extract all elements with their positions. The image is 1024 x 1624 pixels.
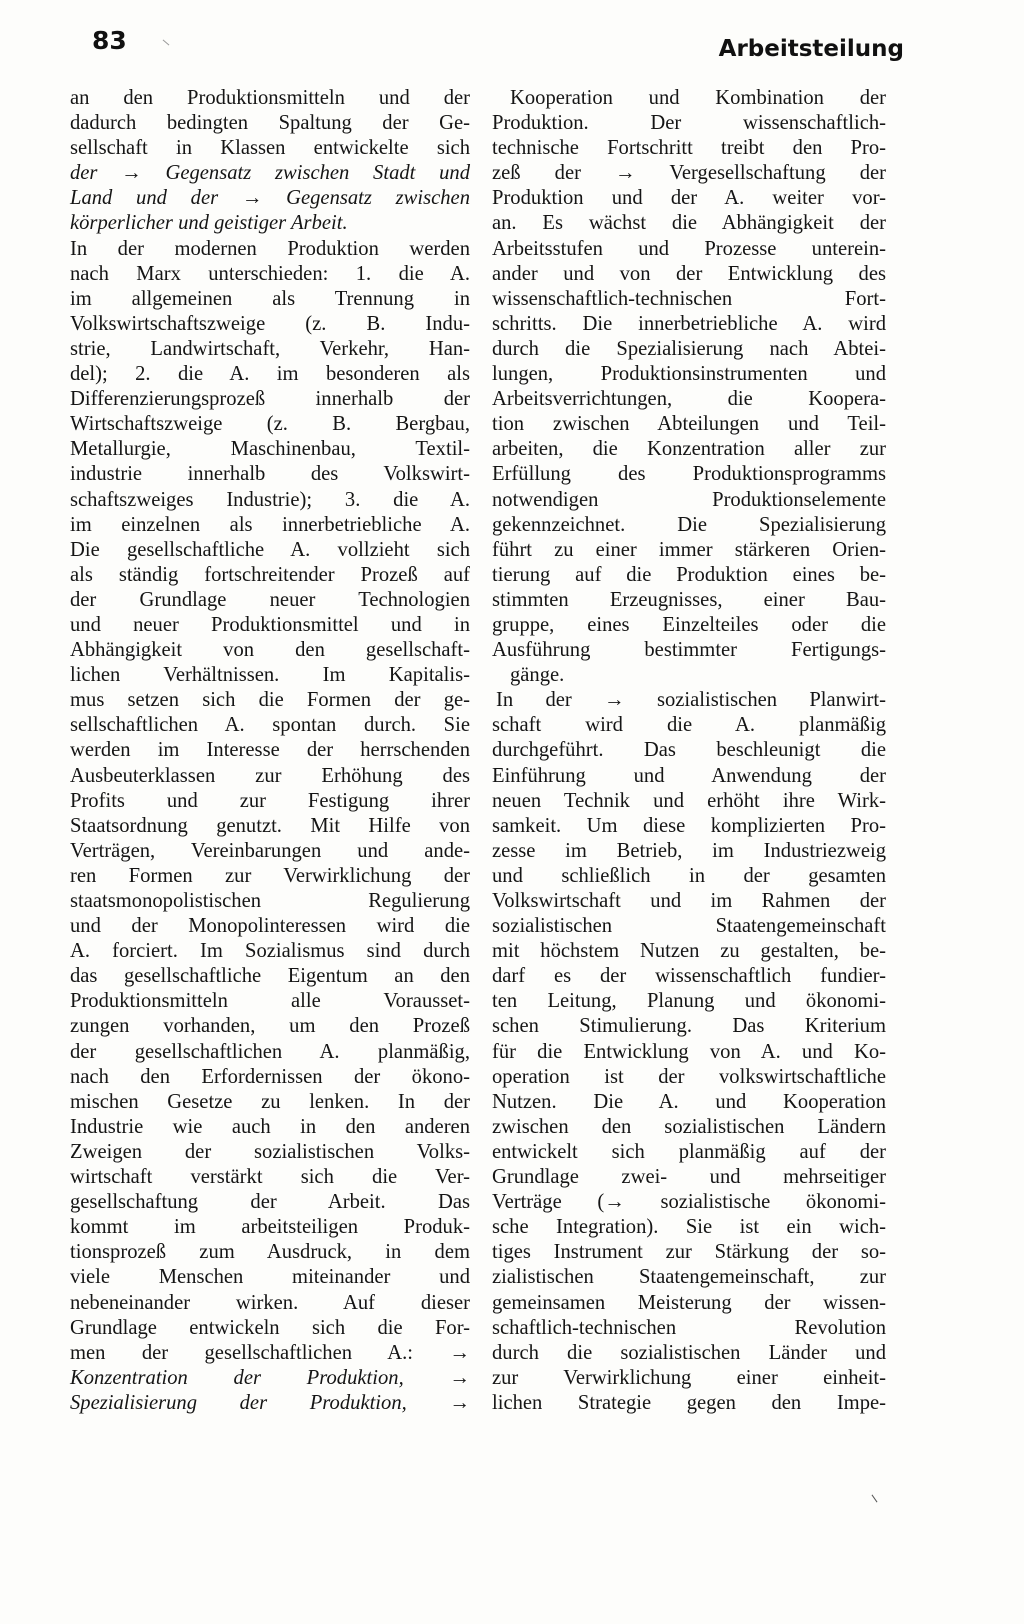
text-line: gemeinsamen Meisterung der wissen- (492, 1291, 886, 1314)
text-line: schaftszweiges Industrie); 3. die A. (70, 488, 470, 511)
text-line: ander und von der Entwicklung des (492, 262, 886, 285)
text-line: Konzentration der Produktion, → (70, 1366, 470, 1389)
text-line: wirtschaft verstärkt sich die Ver- (70, 1166, 470, 1189)
text-line: Abhängigkeit von den gesellschaft- (70, 639, 470, 662)
text-line: gekennzeichnet. Die Spezialisierung (492, 513, 886, 536)
text-line: kommt im arbeitsteiligen Produk- (70, 1216, 470, 1239)
text-line: schaftlich-technischen Revolution (492, 1316, 886, 1339)
text-line: lichen Verhältnissen. Im Kapitalis- (70, 664, 470, 687)
text-line: zesse im Betrieb, im Industriezweig (492, 839, 886, 862)
text-line: Grundlage entwickeln sich die For- (70, 1316, 470, 1339)
text-line: Die gesellschaftliche A. vollzieht sich (70, 538, 470, 561)
text-line: gruppe, eines Einzelteiles oder die (492, 613, 886, 636)
text-line: Zweigen der sozialistischen Volks- (70, 1140, 470, 1163)
text-line: durch die sozialistischen Länder und (492, 1341, 886, 1364)
text-line: samkeit. Um diese komplizierten Pro- (492, 814, 886, 837)
text-line: führt zu einer immer stärkeren Orien- (492, 538, 886, 561)
text-line: sellschaft in Klassen entwickelte sich (70, 137, 470, 160)
text-line: A. forciert. Im Sozialismus sind durch (70, 940, 470, 963)
text-line: dadurch bedingten Spaltung der Ge- (70, 112, 470, 135)
text-line: tionsprozeß zum Ausdruck, in dem (70, 1241, 470, 1264)
text-line: operation ist der volkswirtschaftliche (492, 1065, 886, 1088)
text-line: tiges Instrument zur Stärkung der so- (492, 1241, 886, 1264)
text-line: del); 2. die A. im besonderen als (70, 363, 470, 386)
text-line: Nutzen. Die A. und Kooperation (492, 1090, 886, 1113)
right-text-column (492, 86, 886, 1416)
text-line: In der modernen Produktion werden (70, 237, 470, 260)
text-line: zur Verwirklichung einer einheit- (492, 1366, 886, 1389)
text-line: ten Leitung, Planung und ökonomi- (492, 990, 886, 1013)
text-line: und schließlich in der gesamten (492, 864, 886, 887)
text-line: und der Monopolinteressen wird die (70, 915, 470, 938)
text-line: Verträge (→ sozialistische ökonomi- (492, 1191, 886, 1214)
text-line: zialistischen Staatengemeinschaft, zur (492, 1266, 886, 1289)
text-line: strie, Landwirtschaft, Verkehr, Han- (70, 337, 470, 360)
text-line: im einzelnen als innerbetriebliche A. (70, 513, 470, 536)
text-line: im allgemeinen als Trennung in (70, 287, 470, 310)
text-line: mit höchstem Nutzen zu gestalten, be- (492, 940, 886, 963)
text-line: schritts. Die innerbetriebliche A. wird (492, 312, 886, 335)
text-line: mischen Gesetze zu lenken. In der (70, 1090, 470, 1113)
text-line: durch die Spezialisierung nach Abtei- (492, 337, 886, 360)
text-line: an. Es wächst die Abhängigkeit der (492, 212, 886, 235)
text-line: schaft wird die A. planmäßig (492, 714, 886, 737)
text-line: ren Formen zur Verwirklichung der (70, 864, 470, 887)
text-line: der Grundlage neuer Technologien (70, 588, 470, 611)
text-line: Verträgen, Vereinbarungen und ande- (70, 839, 470, 862)
text-line: nebeneinander wirken. Auf dieser (70, 1291, 470, 1314)
text-line: körperlicher und geistiger Arbeit. (70, 212, 348, 235)
text-line: Industrie wie auch in den anderen (70, 1115, 470, 1138)
text-line: Metallurgie, Maschinenbau, Textil- (70, 438, 470, 461)
text-line: Differenzierungsprozeß innerhalb der (70, 388, 470, 411)
text-line: Wirtschaftszweige (z. B. Bergbau, (70, 413, 470, 436)
text-line: schen Stimulierung. Das Kriterium (492, 1015, 886, 1038)
text-line: Kooperation und Kombination der (510, 87, 886, 109)
text-line: Volkswirtschaft und im Rahmen der (492, 890, 886, 912)
text-line: arbeiten, die Konzentration aller zur (492, 438, 886, 461)
text-line: Produktion und der A. weiter vor- (492, 187, 886, 210)
text-line: der → Gegensatz zwischen Stadt und (70, 162, 470, 185)
text-line: zwischen den sozialistischen Ländern (492, 1115, 886, 1138)
text-line: Produktionsmitteln alle Vorausset- (70, 990, 470, 1013)
text-line: Spezialisierung der Produktion, → (70, 1391, 470, 1414)
text-line: tierung auf die Produktion eines be- (492, 563, 886, 586)
text-line: neuen Technik und erhöht ihre Wirk- (492, 789, 886, 812)
text-line: wissenschaftlich-technischen Fort- (492, 287, 886, 310)
left-text-column (70, 86, 470, 1416)
text-line: Ausbeuterklassen zur Erhöhung des (70, 764, 470, 787)
text-line: mus setzen sich die Formen der ge- (70, 689, 470, 712)
text-line: lichen Strategie gegen den Impe- (492, 1391, 886, 1414)
text-line: als ständig fortschreitender Prozeß auf (70, 563, 470, 586)
scan-mark (872, 1495, 878, 1503)
text-line: nach Marx unterschieden: 1. die A. (70, 262, 470, 285)
text-line: durchgeführt. Das beschleunigt die (492, 739, 886, 762)
text-line: gänge. (510, 664, 565, 687)
text-line: industrie innerhalb des Volkswirt- (70, 463, 470, 486)
text-line: tion zwischen Abteilungen und Teil- (492, 413, 886, 436)
text-line: nach den Erfordernissen der ökono- (70, 1065, 470, 1088)
text-line: gesellschaftung der Arbeit. Das (70, 1191, 470, 1214)
text-line: Profits und zur Festigung ihrer (70, 789, 470, 812)
text-line: Volkswirtschaftszweige (z. B. Indu- (70, 312, 470, 335)
text-line: lungen, Produktionsinstrumenten und (492, 363, 886, 386)
text-line: sellschaftlichen A. spontan durch. Sie (70, 714, 470, 737)
text-line: staatsmonopolistischen Regulierung (70, 890, 470, 912)
page-number: 83 (92, 26, 127, 55)
text-line: Arbeitsstufen und Prozesse unterein- (492, 237, 886, 260)
text-line: In der → sozialistischen Planwirt- (496, 689, 886, 712)
text-line: notwendigen Produktionselemente (492, 488, 886, 511)
text-line: technische Fortschritt treibt den Pro- (492, 137, 886, 160)
scan-mark (163, 40, 170, 46)
text-line: zeß der → Vergesellschaftung der (492, 162, 886, 185)
text-line: werden im Interesse der herrschenden (70, 739, 470, 762)
text-line: men der gesellschaftlichen A.: → (70, 1341, 470, 1364)
text-line: das gesellschaftliche Eigentum an den (70, 965, 470, 988)
text-line: zungen vorhanden, um den Prozeß (70, 1015, 470, 1038)
text-line: für die Entwicklung von A. und Ko- (492, 1040, 886, 1063)
text-line: Grundlage zwei- und mehrseitiger (492, 1166, 886, 1189)
text-line: an den Produktionsmitteln und der (70, 87, 470, 109)
text-line: entwickelt sich planmäßig auf der (492, 1140, 886, 1163)
text-line: Erfüllung des Produktionsprogramms (492, 463, 886, 486)
text-line: Einführung und Anwendung der (492, 764, 886, 787)
text-line: und neuer Produktionsmittel und in (70, 613, 470, 636)
text-line: Staatsordnung genutzt. Mit Hilfe von (70, 814, 470, 837)
text-line: Land und der → Gegensatz zwischen (70, 187, 470, 210)
text-line: Produktion. Der wissenschaftlich- (492, 112, 886, 135)
text-line: der gesellschaftlichen A. planmäßig, (70, 1040, 470, 1063)
text-line: sche Integration). Sie ist ein wich- (492, 1216, 886, 1239)
text-line: Arbeitsverrichtungen, die Koopera- (492, 388, 886, 411)
text-line: viele Menschen miteinander und (70, 1266, 470, 1289)
text-line: sozialistischen Staatengemeinschaft (492, 915, 886, 938)
text-line: Ausführung bestimmter Fertigungs- (492, 639, 886, 662)
text-line: darf es der wissenschaftlich fundier- (492, 965, 886, 988)
running-head: Arbeitsteilung (718, 36, 904, 62)
text-line: stimmten Erzeugnisses, einer Bau- (492, 588, 886, 611)
